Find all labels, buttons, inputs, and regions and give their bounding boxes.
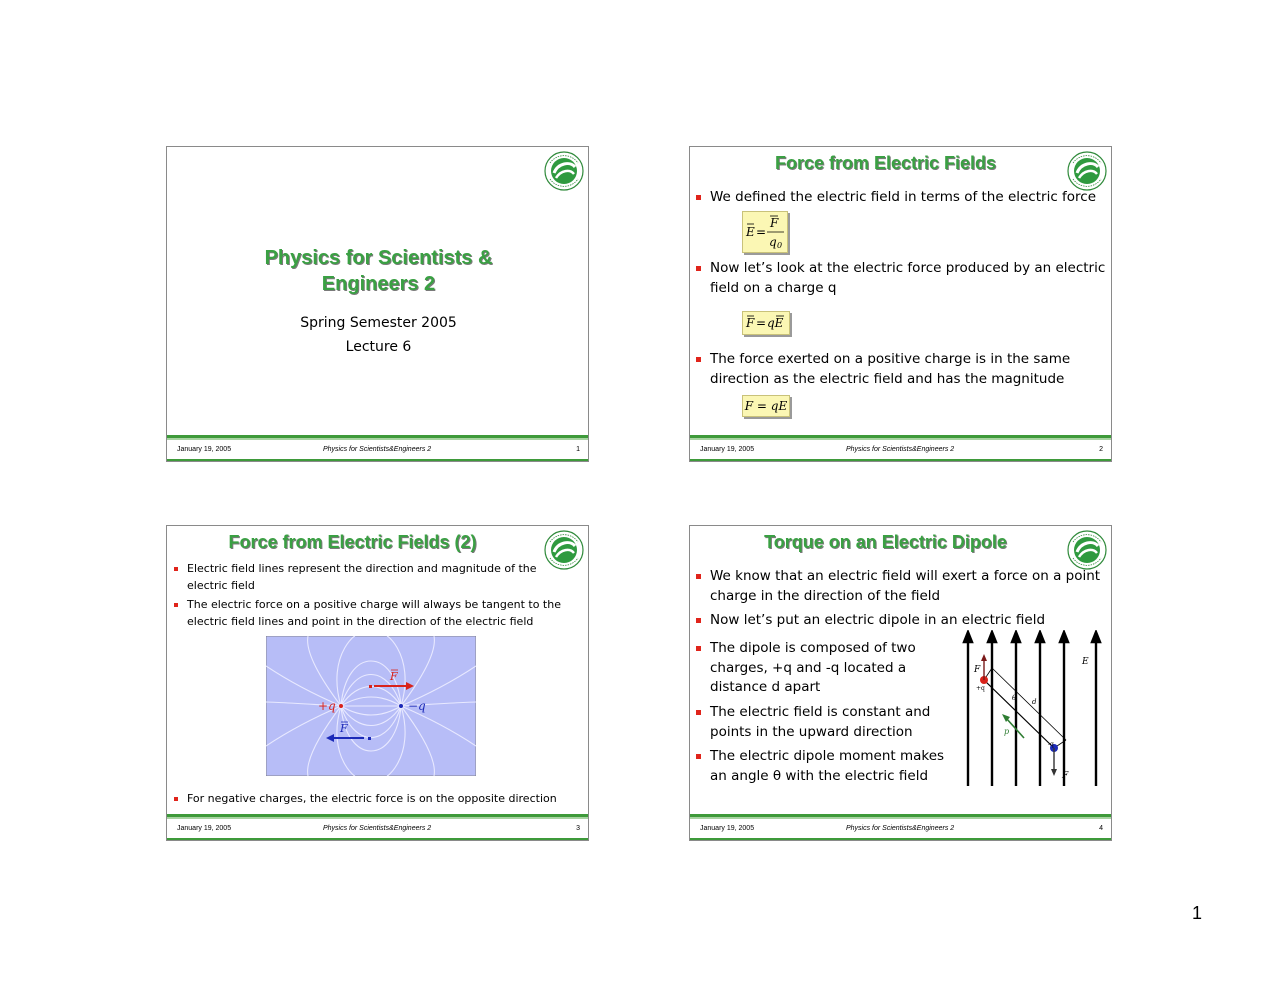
slide-number: 4: [1099, 825, 1103, 832]
svg-text:0: 0: [777, 241, 783, 250]
equation-magnitude: F = qE: [742, 395, 790, 417]
slide-3: [166, 525, 589, 841]
equation-force: [742, 311, 790, 335]
svg-text:d: d: [1032, 698, 1037, 706]
svg-text:F: F: [746, 316, 755, 330]
footer-course: Physics for Scientists&Engineers 2: [323, 446, 432, 453]
svg-text:E: E: [746, 225, 755, 239]
bullet: We know that an electric field will exert a force on a point charge in the direction of the field: [710, 567, 1100, 606]
bullet: The force exerted on a positive charge is in the same direction as the electric field and has the magnitude: [710, 350, 1070, 389]
semester-label: Spring Semester 2005: [300, 315, 457, 331]
footer-date: January 19, 2005: [700, 446, 755, 453]
svg-text:F: F: [1062, 771, 1069, 781]
bullet-marker: [174, 567, 178, 571]
slide-number: 1: [576, 446, 580, 453]
equation-field-definition: [742, 211, 788, 253]
bullet-marker: [174, 603, 178, 607]
title-line-1: Physics for Scientists &: [264, 247, 493, 269]
bullet: Electric field lines represent the direction and magnitude of the electric field: [187, 561, 537, 594]
svg-text:p: p: [1004, 727, 1010, 736]
university-logo-icon: [544, 530, 584, 570]
bullet-marker: [696, 710, 701, 715]
slide-footer: [690, 814, 1111, 840]
equation-graphic: [743, 312, 789, 334]
slide-title: Torque on an Electric Dipole: [764, 532, 1007, 552]
lecture-label: Lecture 6: [345, 339, 412, 355]
positive-charge-label: +q: [318, 699, 336, 713]
title-line-2: Engineers 2: [321, 273, 436, 295]
negative-charge: [399, 704, 403, 708]
svg-text:+q: +q: [976, 685, 985, 692]
bullet: The electric force on a positive charge will always be tangent to the electric field lines and point in the direction of the electric field: [187, 597, 561, 630]
slide-1-title: [167, 245, 589, 297]
bullet-marker: [174, 797, 178, 801]
bullet: For negative charges, the electric force is on the opposite direction: [187, 791, 557, 808]
bullet-marker: [696, 646, 701, 651]
slide-footer: [690, 435, 1111, 461]
svg-text:F: F: [770, 216, 779, 230]
page-number: 1: [1192, 903, 1203, 923]
slide-number: 3: [576, 825, 580, 832]
bullet: The electric field is constant and points in the upward direction: [710, 703, 930, 742]
slide-1: [166, 146, 589, 462]
bullet: The dipole is composed of two charges, +q and -q located a distance d apart: [710, 639, 916, 698]
svg-text:-q: -q: [1048, 741, 1054, 748]
svg-text:qE: qE: [767, 316, 784, 330]
dipole-diagram: [962, 630, 1102, 788]
bullet: Now let’s put an electric dipole in an electric field: [710, 611, 1045, 631]
dipole-axis: [984, 680, 1054, 748]
svg-text:=: =: [756, 316, 767, 330]
slide-footer: [167, 435, 588, 461]
svg-text:F: F: [340, 722, 348, 735]
svg-text:F: F: [390, 670, 398, 683]
bullet-marker: [696, 357, 701, 362]
svg-text:E: E: [1082, 657, 1089, 667]
bullet-marker: [696, 266, 701, 271]
equation-graphic: [743, 212, 787, 252]
bullet: The electric dipole moment makes an angle θ with the electric field: [710, 747, 944, 786]
svg-text:θ: θ: [1012, 694, 1017, 702]
slide-title: Force from Electric Fields: [774, 153, 997, 173]
bullet: Now let’s look at the electric force produced by an electric field on a charge q: [710, 259, 1105, 298]
slide-number: 2: [1099, 446, 1103, 453]
footer-date: January 19, 2005: [177, 446, 232, 453]
footer-course: Physics for Scientists&Engineers 2: [846, 446, 955, 453]
slide-footer: [167, 814, 588, 840]
footer-course: Physics for Scientists&Engineers 2: [846, 825, 955, 832]
footer-course: Physics for Scientists&Engineers 2: [323, 825, 432, 832]
slide-4: [689, 525, 1112, 841]
bullet: We defined the electric field in terms of the electric force: [710, 188, 1096, 208]
bullet-marker: [696, 574, 701, 579]
svg-text:q: q: [769, 235, 777, 249]
footer-date: January 19, 2005: [177, 825, 232, 832]
svg-text:=: =: [756, 225, 767, 239]
svg-text:F: F: [974, 665, 981, 675]
slide-2: [689, 146, 1112, 462]
footer-date: January 19, 2005: [700, 825, 755, 832]
bullet-marker: [696, 618, 701, 623]
university-logo-icon: [544, 151, 584, 191]
negative-charge-label: −q: [408, 699, 426, 713]
field-lines-diagram: [266, 636, 476, 776]
bullet-marker: [696, 195, 701, 200]
bullet-marker: [696, 754, 701, 759]
slide-title: Force from Electric Fields (2): [228, 532, 477, 552]
positive-charge: [339, 704, 343, 708]
